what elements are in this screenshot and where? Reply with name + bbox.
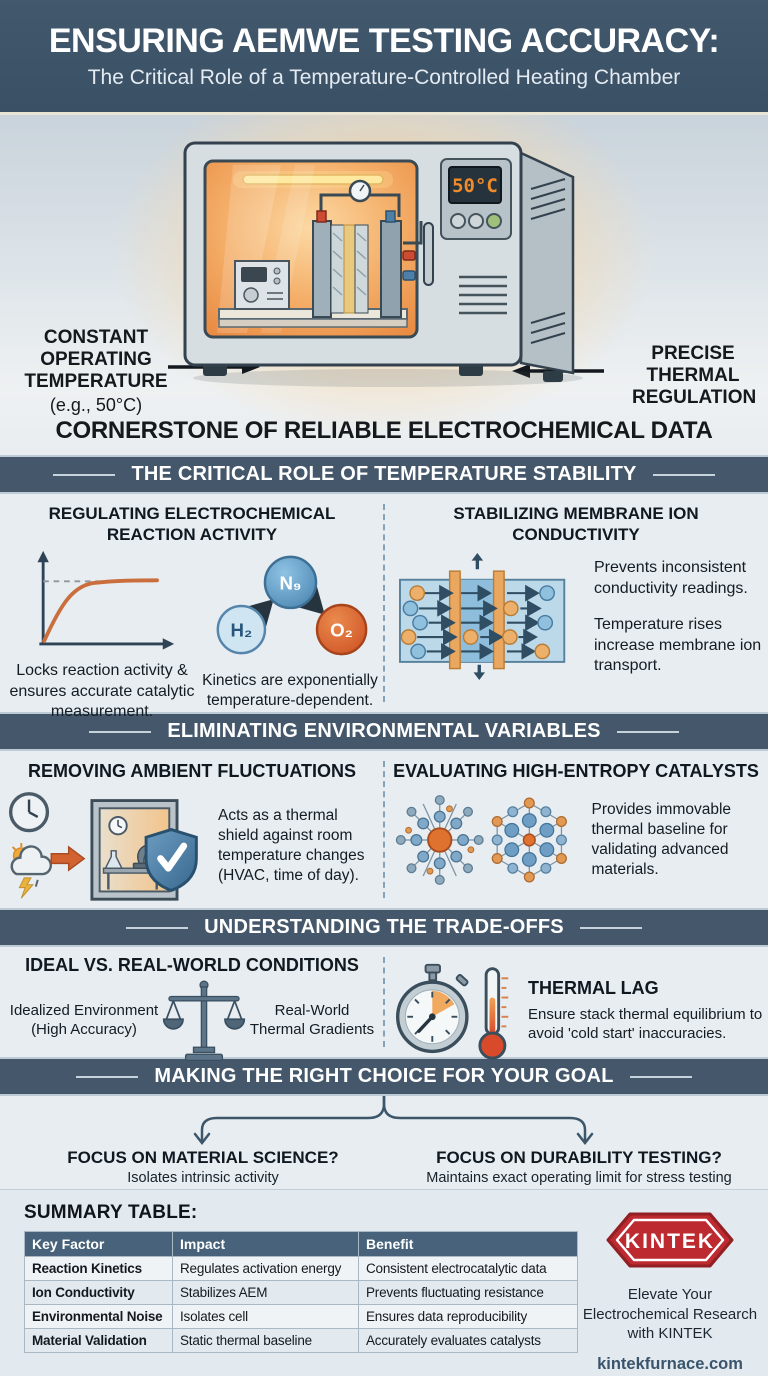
stopwatch-thermometer-icon (386, 961, 518, 1061)
kintek-logo (604, 1208, 736, 1272)
durability-testing-caption: Maintains exact operating limit for stress testing (426, 1170, 732, 1186)
cornerstone-caption: CORNERSTONE OF RELIABLE ELECTROCHEMICAL DATA (55, 417, 713, 444)
material-science-title: FOCUS ON MATERIAL SCIENCE? (67, 1148, 339, 1167)
summary-cell-benefit: Consistent electrocatalytic data (359, 1257, 578, 1281)
column-divider (383, 504, 385, 702)
o2-molecule-label: O₂ (330, 619, 353, 641)
summary-cell-benefit: Accurately evaluates catalysts (359, 1329, 578, 1353)
hero-illustration-section (0, 112, 768, 455)
column-divider (383, 761, 385, 898)
thermal-shield-caption: Acts as a thermal shield against room temperature changes (HVAC, time of day). (218, 807, 365, 884)
membrane-caption-1: Prevents inconsistent conductivity readings. (594, 559, 748, 597)
summary-table (24, 1231, 578, 1353)
table-row (25, 1329, 578, 1353)
band-temperature-stability-label: THE CRITICAL ROLE OF TEMPERATURE STABILITY (131, 463, 637, 485)
thermal-baseline-caption: Provides immovable thermal baseline for validating advanced materials. (591, 801, 732, 878)
ideal-vs-real-title: IDEAL VS. REAL-WORLD CONDITIONS (25, 955, 359, 975)
membrane-caption-2: Temperature rises increase membrane ion transport. (594, 616, 762, 675)
material-science-caption: Isolates intrinsic activity (127, 1170, 279, 1186)
gas-molecules-icon (204, 549, 376, 661)
summary-header-impact: Impact (173, 1232, 359, 1257)
idealized-environment-caption: Idealized Environment (High Accuracy) (9, 1002, 159, 1038)
summary-cell-benefit: Ensures data reproducibility (359, 1305, 578, 1329)
band-rule-left (126, 927, 188, 929)
catalyst-nanoparticle-icons (393, 787, 578, 893)
constant-temperature-text: CONSTANT OPERATING TEMPERATURE (24, 327, 168, 393)
membrane-ion-diagram (390, 553, 580, 681)
column-ion-conductivity (384, 504, 768, 712)
summary-cell-key: Environmental Noise (25, 1305, 173, 1329)
summary-section (0, 1189, 768, 1376)
column-ideal-vs-real (0, 955, 384, 1057)
summary-cell-impact: Stabilizes AEM (173, 1281, 359, 1305)
brand-footer (578, 1208, 762, 1374)
section-trade-offs (0, 947, 768, 1057)
column-thermal-lag (384, 955, 768, 1057)
summary-cell-impact: Isolates cell (173, 1305, 359, 1329)
branch-material-science (48, 1148, 358, 1186)
thermal-lag-caption: Ensure stack thermal equilibrium to avoid 'cold start' inaccuracies. (528, 1006, 763, 1043)
summary-cell-key: Ion Conductivity (25, 1281, 173, 1305)
column-high-entropy-catalysts (384, 761, 768, 908)
constant-temperature-label (20, 327, 172, 416)
section-temperature-stability (0, 494, 768, 721)
reaction-activity-title: REGULATING ELECTROCHEMICAL REACTION ACTIVITY (48, 504, 336, 544)
column-ambient-fluctuations (0, 761, 384, 908)
h2-molecule-label: H₂ (230, 619, 253, 641)
header (0, 0, 768, 112)
table-row (25, 1281, 578, 1305)
summary-cell-impact: Static thermal baseline (173, 1329, 359, 1353)
balance-scale-icon (160, 979, 248, 1063)
thermal-lag-title: THERMAL LAG (528, 978, 659, 999)
page-title: ENSURING AEMWE TESTING ACCURACY: (48, 22, 720, 60)
column-divider (383, 957, 385, 1047)
heating-chamber-illustration (163, 125, 613, 390)
reaction-rate-chart-icon (22, 549, 182, 661)
summary-table-title: SUMMARY TABLE: (24, 1202, 198, 1223)
durability-testing-title: FOCUS ON DURABILITY TESTING? (436, 1148, 722, 1167)
kintek-logo-text: KINTEK (624, 1230, 716, 1253)
band-environmental-variables-label: ELIMINATING ENVIRONMENTAL VARIABLES (167, 720, 601, 742)
band-temperature-stability (0, 455, 768, 494)
band-rule-left (53, 474, 115, 476)
band-right-choice-label: MAKING THE RIGHT CHOICE FOR YOUR GOAL (154, 1065, 614, 1087)
brand-website: kintekfurnace.com (597, 1354, 743, 1373)
band-rule-right (630, 1076, 692, 1078)
column-reaction-activity (0, 504, 384, 721)
n-molecule-label: N₉ (279, 572, 302, 594)
ambient-fluctuations-title: REMOVING AMBIENT FLUCTUATIONS (28, 761, 356, 781)
band-rule-right (617, 731, 679, 733)
decision-branches (0, 1096, 768, 1189)
summary-cell-key: Reaction Kinetics (25, 1257, 173, 1281)
band-rule-left (89, 731, 151, 733)
high-entropy-catalysts-title: EVALUATING HIGH-ENTROPY CATALYSTS (393, 761, 759, 781)
summary-cell-benefit: Prevents fluctuating resistance (359, 1281, 578, 1305)
summary-cell-impact: Regulates activation energy (173, 1257, 359, 1281)
temperature-display: 50°C (452, 175, 498, 197)
band-rule-right (580, 927, 642, 929)
summary-header-benefit: Benefit (359, 1232, 578, 1257)
constant-temperature-note: (e.g., 50°C) (49, 395, 143, 416)
thermal-regulation-label: PRECISE THERMAL REGULATION (632, 343, 757, 409)
ion-conductivity-title: STABILIZING MEMBRANE ION CONDUCTIVITY (453, 504, 699, 544)
page-subtitle: The Critical Role of a Temperature-Controlled Heating Chamber (87, 66, 681, 89)
section-environmental-variables (0, 751, 768, 908)
real-world-caption: Real-World Thermal Gradients (249, 1002, 375, 1038)
reaction-activity-caption: Locks reaction activity & ensures accurate catalytic measurement. (9, 662, 195, 721)
table-row (25, 1257, 578, 1281)
band-rule-right (653, 474, 715, 476)
band-rule-left (76, 1076, 138, 1078)
band-trade-offs (0, 908, 768, 947)
thermal-shield-icon (4, 787, 204, 905)
brand-tagline: Elevate Your Electrochemical Research with KINTEK (582, 1286, 758, 1342)
table-row (25, 1305, 578, 1329)
band-trade-offs-label: UNDERSTANDING THE TRADE-OFFS (204, 916, 564, 938)
summary-cell-key: Material Validation (25, 1329, 173, 1353)
branch-durability-testing (392, 1148, 766, 1186)
summary-header-key-factor: Key Factor (25, 1232, 173, 1257)
branch-connector-lines (0, 1096, 768, 1154)
kinetics-caption: Kinetics are exponentially temperature-dependent. (202, 672, 378, 710)
